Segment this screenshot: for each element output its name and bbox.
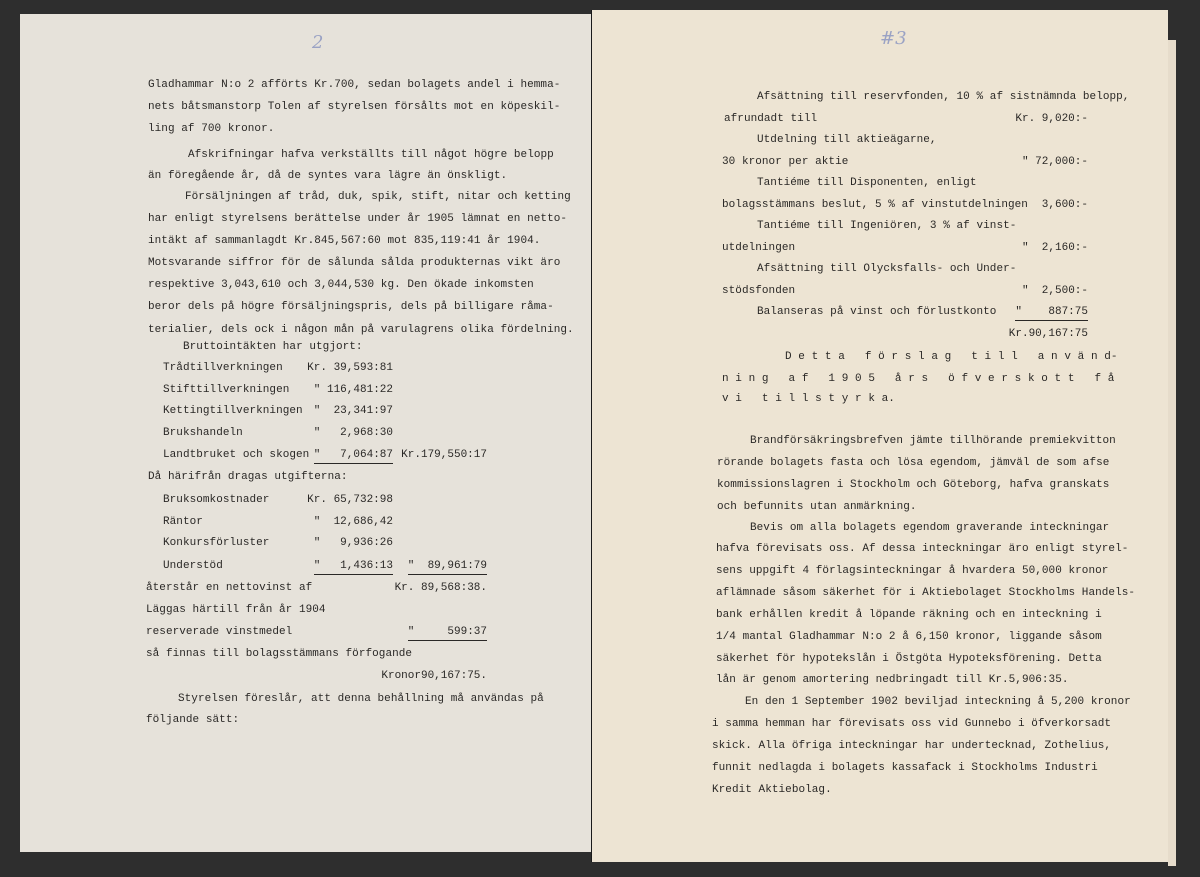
text-line: Tantiéme till Ingeniören, 3 % af vinst- [757, 220, 1017, 232]
text-line: Bevis om alla bolagets egendom graverande inteckningar [750, 522, 1110, 534]
text-line: Brandförsäkringsbrefven jämte tillhörande premiekvitton [750, 435, 1116, 447]
text-line: Konkursförluster [163, 537, 270, 549]
text-line: Kettingtillverkningen [163, 405, 303, 417]
text-line: stödsfonden [722, 285, 796, 297]
text-line: Räntor [163, 516, 203, 528]
amount-column-1: Kr. 65,732:98 [307, 494, 393, 506]
text-line: reserverade vinstmedel [146, 626, 293, 638]
amount-column-2: " 599:37 [408, 624, 487, 641]
text-line: Kredit Aktiebolag. [712, 784, 832, 796]
text-line: i samma hemman har förevisats oss vid Gunnebo i öfverkorsadt [712, 718, 1112, 730]
text-line: beror dels på högre försäljningspris, dels på billigare råma- [148, 301, 554, 313]
text-line: Försäljningen af tråd, duk, spik, stift, nitar och ketting [185, 191, 571, 203]
text-line: kommissionslagren i Stockholm och Göteborg, hafva granskats [717, 479, 1110, 491]
amount-column-1: " 7,064:87 [314, 447, 393, 464]
text-line: Afskrifningar hafva verkställts till något högre belopp [188, 149, 554, 161]
text-line: Då härifrån dragas utgifterna: [148, 471, 348, 483]
text-line: Gladhammar N:o 2 afförts Kr.700, sedan bolagets andel i hemma- [148, 79, 561, 91]
text-line: Stifttillverkningen [163, 384, 290, 396]
text-line: terialier, dels ock i någon mån på varulagrens olika fördelning. [148, 324, 574, 336]
text-line: Bruksomkostnader [163, 494, 270, 506]
text-line: 30 kronor per aktie [722, 156, 849, 168]
amount-column-2: Kr.179,550:17 [401, 449, 487, 461]
text-line: bank erhållen kredit å löpande räkning och en inteckning i [716, 609, 1102, 621]
text-line: funnit nedlagda i bolagets kassafack i Stockholms Industri [712, 762, 1098, 774]
text-line: afrundadt till [724, 113, 818, 125]
text-line: och befunnits utan anmärkning. [717, 501, 917, 513]
text-line: rörande bolagets fasta och lösa egendom, jämväl de som afse [717, 457, 1110, 469]
text-line: Understöd [163, 560, 223, 572]
text-line: Utdelning till aktieägarne, [757, 134, 937, 146]
amount-column-2: " 89,961:79 [408, 558, 487, 575]
text-line: nets båtsmanstorp Tolen af styrelsen försålts mot en köpeskil- [148, 101, 561, 113]
text-line: så finnas till bolagsstämmans förfogande [146, 648, 413, 660]
text-line: 1/4 mantal Gladhammar N:o 2 å 6,150 kronor, liggande såsom [716, 631, 1102, 643]
amount: " 2,160:- [1021, 242, 1088, 254]
text-line: följande sätt: [146, 714, 240, 726]
left-document-page [20, 14, 592, 852]
text-line: Läggas härtill från år 1904 [146, 604, 326, 616]
amount: " 72,000:- [1021, 156, 1088, 168]
amount: Kr. 9,020:- [1015, 113, 1088, 125]
text-line: n i n g a f 1 9 0 5 å r s ö f v e r s k o t t f å [722, 373, 1115, 385]
amount-column-1: " 2,968:30 [313, 427, 393, 439]
text-line: säkerhet för hypotekslån i Östgöta Hypoteksförening. Detta [716, 653, 1102, 665]
text-line: D e t t a f ö r s l a g t i l l a n v ä n d- [785, 351, 1118, 363]
text-line: har enligt styrelsens berättelse under år 1905 lämnat en netto- [148, 213, 568, 225]
text-line: Motsvarande siffror för de sålunda sålda produkternas vikt äro [148, 257, 561, 269]
text-line: bolagsstämmans beslut, 5 % af vinstutdelningen [722, 199, 1028, 211]
amount-column-1: " 23,341:97 [313, 405, 393, 417]
amount: " 887:75 [1015, 304, 1088, 321]
amount-column-1: " 1,436:13 [314, 558, 393, 575]
text-line: v i t i l l s t y r k a. [722, 393, 895, 405]
text-line: ling af 700 kronor. [148, 123, 275, 135]
text-line: lån är genom amortering nedbringadt till Kr.5,906:35. [716, 674, 1069, 686]
text-line: Styrelsen föreslår, att denna behållning må användas på [178, 693, 544, 705]
text-line: utdelningen [722, 242, 796, 254]
amount: " 2,500:- [1021, 285, 1088, 297]
amount-column-1: " 9,936:26 [313, 537, 393, 549]
text-line: Afsättning till Olycksfalls- och Under- [757, 263, 1017, 275]
text-line: Balanseras på vinst och förlustkonto [757, 306, 997, 318]
text-line: aflämnade såsom säkerhet för i Aktiebolaget Stockholms Handels- [716, 587, 1136, 599]
amount-column-1: " 12,686,42 [313, 516, 393, 528]
amount: 3,600:- [1041, 199, 1088, 211]
page-number: 2 [312, 32, 324, 53]
text-line: Brukshandeln [163, 427, 243, 439]
text-line: Bruttointäkten har utgjort: [183, 341, 363, 353]
amount-column-2: Kronor90,167:75. [381, 670, 487, 682]
text-line: sens uppgift 4 förlagsinteckningar å hvardera 50,000 kronor [716, 565, 1109, 577]
amount-column-1: " 116,481:22 [313, 384, 393, 396]
amount: Kr.90,167:75 [1008, 328, 1088, 340]
text-line: intäkt af sammanlagdt Kr.845,567:60 mot 835,119:41 år 1904. [148, 235, 541, 247]
text-line: respektive 3,043,610 och 3,044,530 kg. Den ökade inkomsten [148, 279, 534, 291]
right-document-page [592, 10, 1168, 862]
text-line: hafva förevisats oss. Af dessa inteckningar äro enligt styrel- [716, 543, 1129, 555]
text-line: Landtbruket och skogen [163, 449, 310, 461]
text-line: Tantiéme till Disponenten, enligt [757, 177, 977, 189]
text-line: En den 1 September 1902 beviljad inteckning å 5,200 kronor [745, 696, 1131, 708]
page-number: #3 [880, 28, 907, 49]
amount-column-2: Kr. 89,568:38. [394, 582, 487, 594]
text-line: Trådtillverkningen [163, 362, 283, 374]
amount-column-1: Kr. 39,593:81 [307, 362, 393, 374]
text-line: skick. Alla öfriga inteckningar har undertecknad, Zothelius, [712, 740, 1112, 752]
text-line: Afsättning till reservfonden, 10 % af sistnämnda belopp, [757, 91, 1130, 103]
text-line: än föregående år, då de syntes vara lägre än önskligt. [148, 170, 508, 182]
text-line: återstår en nettovinst af [146, 582, 313, 594]
